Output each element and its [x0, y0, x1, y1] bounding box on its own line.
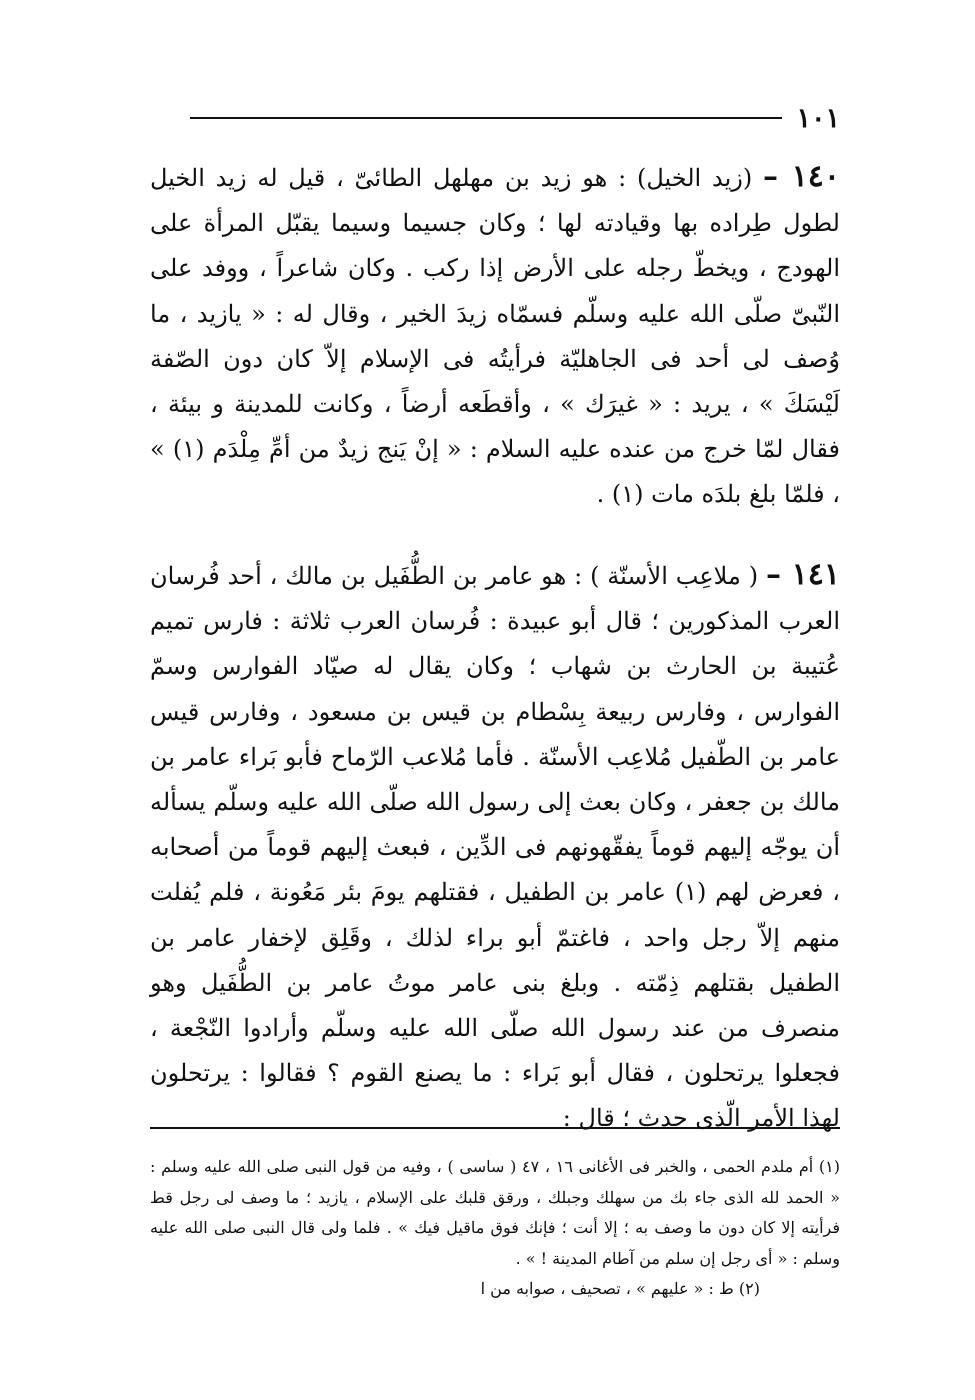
- entry-140: [150, 154, 840, 518]
- entry-number: ١٤٠ –: [763, 159, 840, 194]
- footnote-rule: [150, 1127, 840, 1129]
- entry-141: [150, 552, 840, 1142]
- page-number: ١٠١: [796, 102, 840, 134]
- book-page: [150, 0, 840, 1400]
- entry-number: ١٤١ –: [765, 557, 840, 592]
- entry-text: (زيد الخيل) : هو زيد بن مهلهل الطائىّ ، قيل له زيد الخيل لطول طِراده بها وقيادته لها ؛ وكان جسيما وسيما يقبّل المرأة على الهودج ، ويخطّ رجله على الأرض إذا ركب . وكان شاعراً ، ووفد على النّبىّ صلّى الله عليه وسلّم فسمّاه زيدَ الخير ، وقال له : « يازيد ، ما وُصف لى أحد فى الجاهليّة فرأيتُه فى الإسلام إلاّ كان دون الصّفة لَيْسَكَ » ، يريد : « غيرَك » ، وأقطَعه أرضاً ، وكانت للمدينة و بيئة ، فقال لمّا خرج من عنده عليه السلام : « إنْ يَنج زيدٌ من أمِّ مِلْدَم (١) » ، فلمّا بلغ بلدَه مات (١) .: [150, 164, 840, 509]
- header-rule: [190, 117, 782, 119]
- footnote-1: (١) أم ملدم الحمى ، والخبر فى الأغانى ١٦ ، ٤٧ ( ساسى ) ، وفيه من قول النبى صلى الله عليه وسلم : « الحمد لله الذى جاء بك من سهلك وجبلك ، ورقق قلبك على الإسلام ، يازيد ؛ ما وصف لى رجل قط فرأيته إلا كان دون ما وصف به ؛ إلا أنت ؛ فإنك فوق ماقيل فيك » . فلما ولى قال النبى صلى الله عليه وسلم : « أى رجل إن سلم من آطام المدينة ! » .: [150, 1157, 841, 1268]
- footnotes: [150, 1152, 840, 1305]
- entry-text: ( ملاعِب الأسنّة ) : هو عامر بن الطُّفَيل بن مالك ، أحد فُرسان العرب المذكورين ؛ قال أبو عبيدة : فُرسان العرب ثلاثة : فارس تميم عُتيبة بن الحارث بن شهاب ؛ وكان يقال له صيّاد الفوارس وسمّ الفوارس ، وفارس ربيعة بِسْطام بن قيس بن مسعود ، وفارس قيس عامر بن الطّفيل مُلاعِب الأسنّة . فأما مُلاعب الرّماح فأبو بَراء عامر بن مالك بن جعفر ، وكان بعث إلى رسول الله صلّى الله عليه وسلّم يسأله أن يوجّه إليهم قوماً يفقّهونهم فى الدِّين ، فبعث إليهم قوماً من أصحابه ، فعرض لهم (١) عامر بن الطفيل ، فقتلهم يومَ بئر مَعُونة ، فلم يُفلت منهم إلاّ رجل واحد ، فاغتمّ أبو براء لذلك ، وقَلِق لإخفار عامر بن الطفيل بقتلهم ذِمّته . وبلغ بنى عامر موتُ عامر بن الطُّفَيل وهو منصرف من عند رسول الله صلّى الله عليه وسلّم وأرادوا النّجْعة ، فجعلوا يرتحلون ، فقال أبو بَراء : ما يصنع القوم ؟ فقالوا : يرتحلون لهذا الأمر الّذى حدث ؛ قال :: [150, 562, 841, 1133]
- page-header: [190, 96, 840, 140]
- footnote-2: (٢) ط : « عليهم » ، تصحيف ، صوابه من ا: [480, 1279, 760, 1298]
